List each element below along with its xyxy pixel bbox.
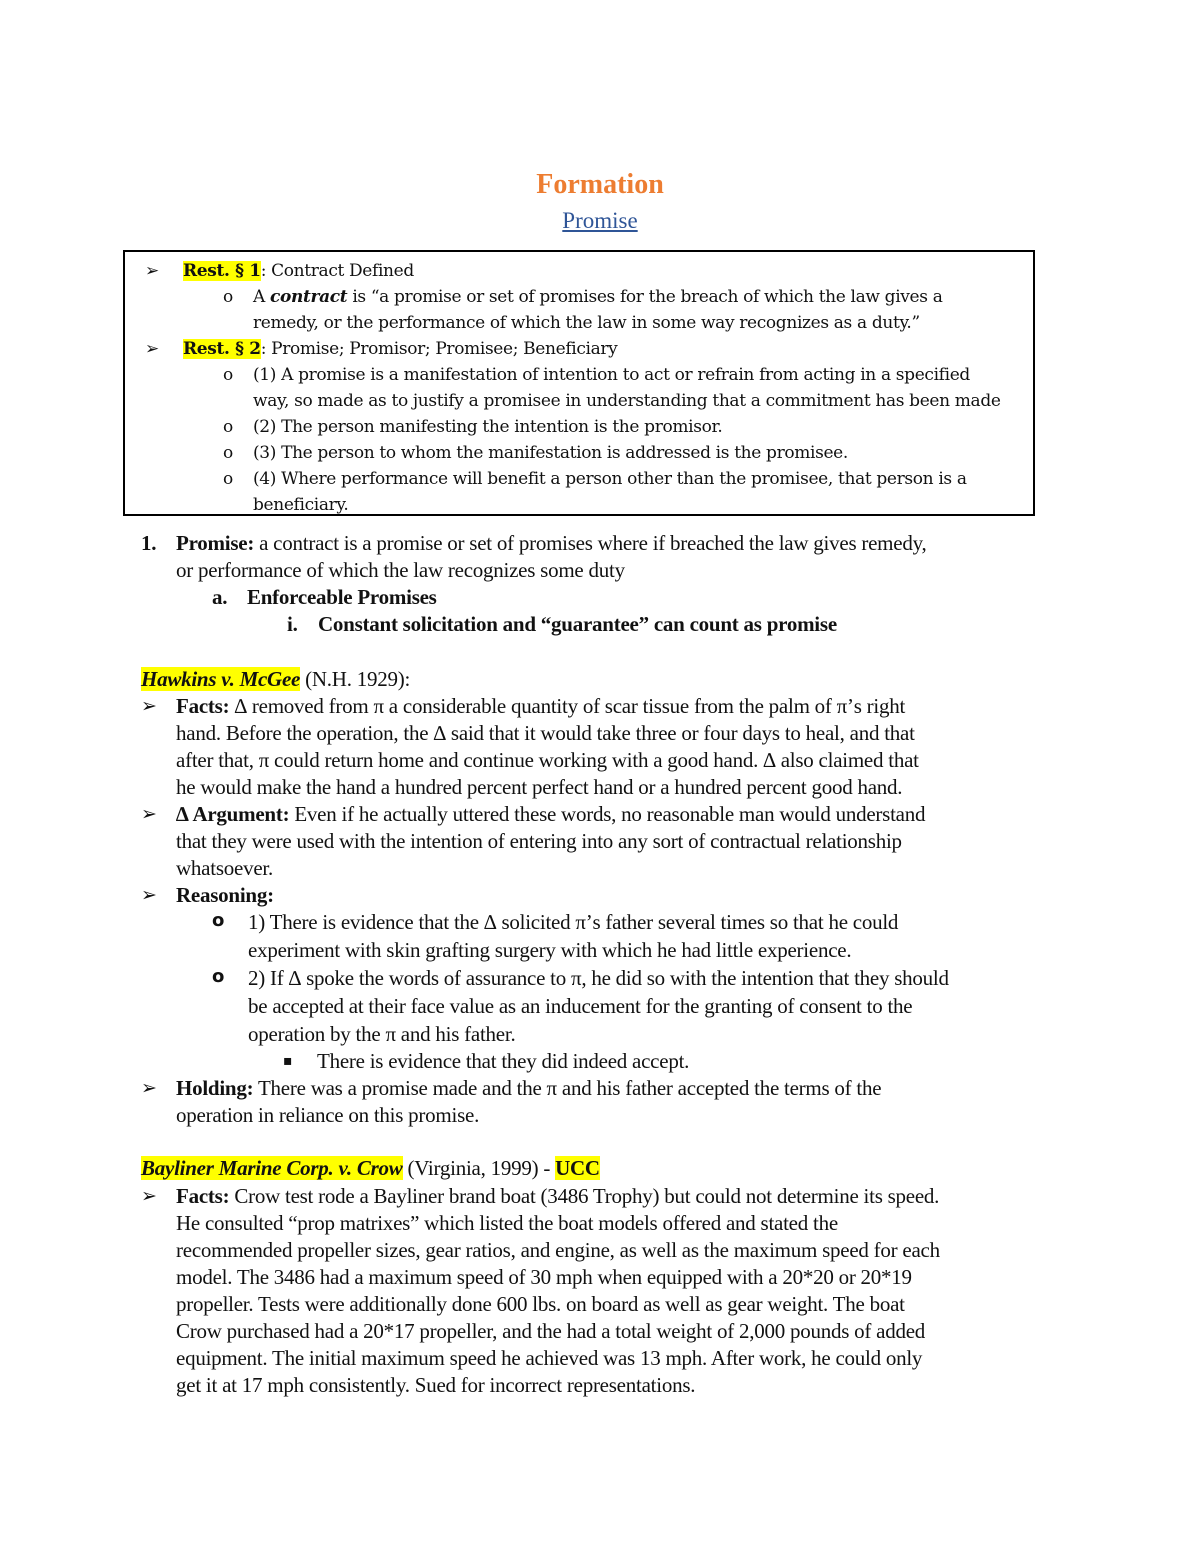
bayliner-facts-line: get it at 17 mph consistently. Sued for incorrect representations.: [176, 1373, 696, 1397]
hawkins-citation: (N.H. 1929):: [300, 667, 411, 691]
arrow-bullet-icon: ➢: [141, 884, 157, 906]
rest1-label: Rest. § 1: [183, 261, 261, 281]
arrow-bullet-icon: ➢: [145, 339, 159, 359]
rest2-item-4-cont: beneficiary.: [253, 495, 349, 515]
circle-bullet-icon: o: [223, 443, 233, 463]
hawkins-holding-line: operation in reliance on this promise.: [176, 1103, 480, 1127]
hawkins-heading: [141, 666, 410, 693]
arrow-bullet-icon: ➢: [141, 1185, 157, 1207]
hawkins-facts-line: he would make the hand a hundred percent perfect hand or a hundred percent good hand.: [176, 775, 903, 799]
circle-bullet-icon: o: [223, 287, 233, 307]
circle-bullet-icon: o: [223, 469, 233, 489]
bayliner-facts-line: propeller. Tests were additionally done 600 lbs. on board as well as gear weight. The boat: [176, 1292, 905, 1316]
hawkins-facts-line: hand. Before the operation, the ∆ said that it would take three or four days to heal, and that: [176, 721, 915, 745]
circle-bullet-icon: o: [212, 966, 225, 987]
rest2-item-1-cont: way, so made as to justify a promisee in understanding that a commitment has been made: [253, 391, 1001, 411]
restatement-box: ➢ Rest. § 1: Contract Defined o A contract is “a promise or set of promises for the breach of which the law gives a remedy, or the performance of which the law in some way recognizes as a duty.” ➢ Rest. § 2: Promise; Promisor; Promisee; Beneficiary o (1) A promise is a manifestation of intention to act or refrain from acting in a specified way, so made as to justify a promisee in understanding that a commitment has been made o (2) The person manifesting the intention is the promisor. o (3) The person to whom the manifestation is addressed is the promisee. o (4) Where performance will benefit a person other than the promisee, that person is a beneficiary.: [123, 250, 1035, 516]
bayliner-facts-line: Crow purchased had a 20*17 propeller, and the had a total weight of 2,000 pounds of added: [176, 1319, 926, 1343]
arrow-bullet-icon: ➢: [141, 1077, 157, 1099]
hawkins-case-name: Hawkins v. McGee: [141, 667, 301, 691]
contract-term: contract: [269, 287, 348, 307]
bayliner-facts-line: equipment. The initial maximum speed he achieved was 13 mph. After work, he could only: [176, 1346, 923, 1370]
reasoning-item-2-cont: be accepted at their face value as an inducement for the granting of consent to the: [248, 994, 913, 1018]
circle-bullet-icon: o: [212, 910, 225, 931]
outline-number: 1.: [141, 531, 157, 555]
enforceable-promises: Enforceable Promises: [247, 585, 437, 609]
bayliner-facts-line: model. The 3486 had a maximum speed of 30 mph when equipped with a 20*20 or 20*19: [176, 1265, 912, 1289]
hawkins-argument-line: that they were used with the intention of entering into any sort of contractual relationship: [176, 829, 902, 853]
arrow-bullet-icon: ➢: [141, 695, 157, 717]
rest1-definition-cont: remedy, or the performance of which the law in some way recognizes as a duty.”: [253, 313, 920, 333]
bayliner-case-name: Bayliner Marine Corp. v. Crow: [141, 1156, 403, 1180]
rest2-title: : Promise; Promisor; Promisee; Beneficiary: [260, 339, 618, 359]
promise-label: Promise:: [176, 531, 255, 555]
reasoning-item-1-cont: experiment with skin grafting surgery with which he had little experience.: [248, 938, 852, 962]
square-bullet-icon: ▪: [283, 1053, 293, 1069]
rest1-title: : Contract Defined: [260, 261, 414, 281]
outline-item-1-cont: or performance of which the law recognizes some duty: [176, 558, 625, 582]
bayliner-facts-line: He consulted “prop matrixes” which listed the boat models offered and stated the: [176, 1211, 838, 1235]
ucc-tag: UCC: [555, 1156, 600, 1180]
reasoning-item-2-cont: operation by the π and his father.: [248, 1022, 516, 1046]
constant-solicitation: Constant solicitation and “guarantee” can count as promise: [318, 612, 837, 636]
rest2-label: Rest. § 2: [183, 339, 261, 359]
bayliner-facts-line: recommended propeller sizes, gear ratios, and engine, as well as the maximum speed for each: [176, 1238, 940, 1262]
circle-bullet-icon: o: [223, 417, 233, 437]
circle-bullet-icon: o: [223, 365, 233, 385]
hawkins-facts-line: after that, π could return home and continue working with a good hand. ∆ also claimed that: [176, 748, 919, 772]
bayliner-citation: (Virginia, 1999) -: [402, 1156, 556, 1180]
bayliner-heading: [141, 1155, 600, 1182]
arrow-bullet-icon: ➢: [145, 261, 159, 281]
arrow-bullet-icon: ➢: [141, 803, 157, 825]
section-subtitle: Promise: [562, 208, 638, 233]
hawkins-argument-line: whatsoever.: [176, 856, 273, 880]
page-title: Formation: [536, 169, 664, 200]
